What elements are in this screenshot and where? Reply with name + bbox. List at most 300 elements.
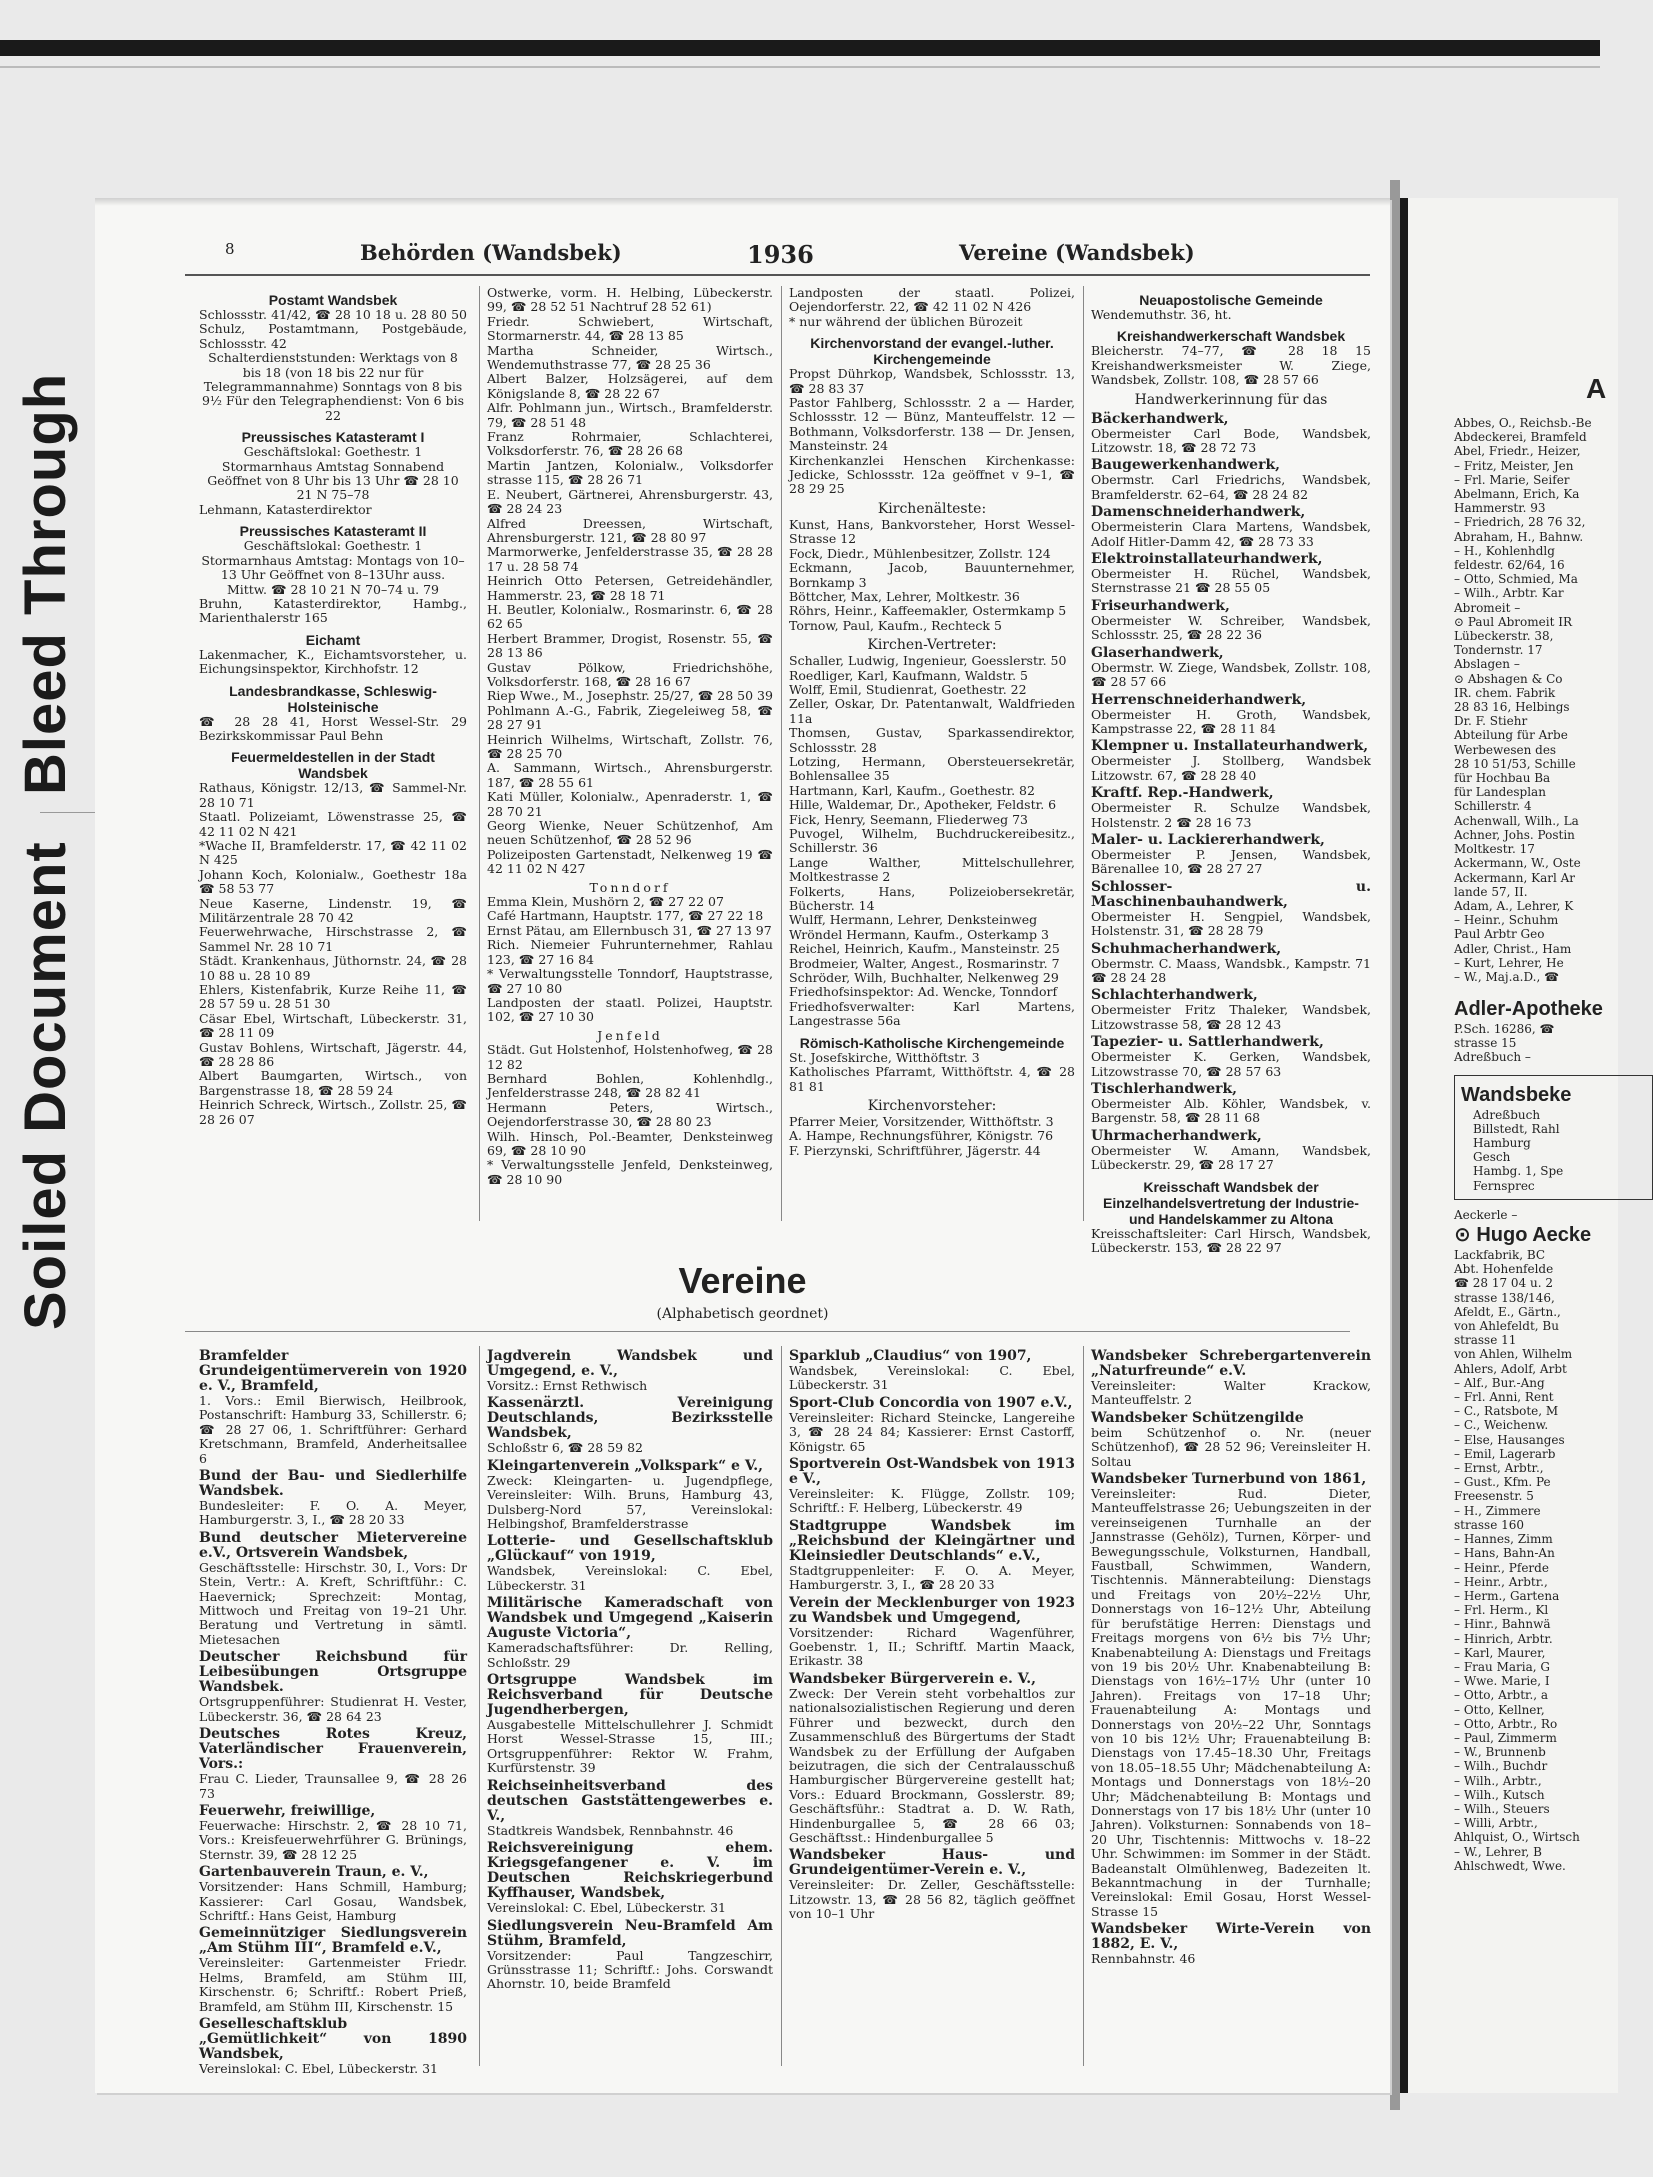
entry-text-centered: Schalterdienststunden: Werktags von 8 bis 18 (von 18 bis 22 nur für Telegrammannahme) Sonntags von 8 bis 9½ Für den Telegraphendienst: Von 6 bis 22 — [201, 350, 465, 423]
entry-text: Alfred Dreessen, Wirtschaft, Ahrensburgerstr. 121, ☎ 28 80 97 — [487, 515, 773, 545]
entry-text: Martha Schneider, Wirtsch., Wendemuthstrasse 77, ☎ 28 25 36 — [487, 342, 773, 373]
scan-top-line — [0, 66, 1600, 68]
associations-column-3 — [789, 1346, 1075, 2066]
entry-text: Lange Walther, Mittelschullehrer, Moltkestrasse 2 — [789, 854, 1075, 885]
entry-text: Lakenmacher, K., Eichamtsvorsteher, u. Eichungsinspektor, Kirchhofstr. 12 — [199, 646, 467, 677]
association-name: Deutsches Rotes Kreuz, Vaterländischer Frauenverein, Vors.: — [199, 1726, 467, 1773]
entry-text: Heinrich Schreck, Wirtsch., Zollstr. 25, ☎ 28 26 07 — [199, 1097, 467, 1127]
authorities-column-4 — [1091, 286, 1371, 1256]
entry-text: Friedhofsinspektor: Ad. Wencke, Tonndorf — [789, 984, 1058, 1000]
entry-text: Fock, Diedr., Mühlenbesitzer, Zollstr. 124 — [789, 545, 1051, 561]
entry-text: Schlossstr. 41/42, ☎ 28 10 18 u. 28 80 50 Schulz, Postamtmann, Postgebäude, Schlossstr. 42 — [199, 307, 467, 351]
entry-text: Obermeister H. Groth, Wandsbek, Kampstrasse 22, ☎ 28 11 84 — [1091, 706, 1371, 736]
facing-page-line: Schillerstr. 4 — [1454, 799, 1532, 814]
entry-text: Friedhofsverwalter: Karl Martens, Langestrasse 56a — [789, 998, 1075, 1029]
facing-page-line: – Otto, Arbtr., Ro — [1454, 1716, 1558, 1731]
entry-text: Städt. Krankenhaus, Jüthornstr. 24, ☎ 28 10 88 u. 28 10 89 — [199, 953, 467, 983]
facing-page-line: Abteilung für Arbe — [1454, 728, 1568, 743]
association-name: Jagdverein Wandsbek und Umgegend, e. V., — [487, 1348, 773, 1379]
entry-text: Café Hartmann, Hauptstr. 177, ☎ 27 22 18 — [487, 908, 764, 924]
association-name: Wandsbeker Haus- und Grundeigentümer-Verein e. V., — [789, 1847, 1075, 1879]
facing-page-line: 28 10 51/53, Schille — [1454, 756, 1576, 771]
facing-page-line: Abdeckerei, Bramfeld — [1454, 430, 1587, 445]
facing-page-line: – Paul, Zimmerm — [1454, 1730, 1557, 1745]
header-left-title: Behörden (Wandsbek) — [360, 240, 622, 265]
entry-text: Röhrs, Heinr., Kaffeemakler, Ostermkamp 5 — [789, 603, 1067, 619]
facing-page-line: für Hochbau Ba — [1454, 771, 1551, 786]
facing-page-line: – Emil, Lagerarb — [1454, 1446, 1556, 1461]
facing-page-line: – W., Lehrer, B — [1454, 1844, 1542, 1859]
facing-page-line: – H., Zimmere — [1454, 1503, 1541, 1518]
association-name: Verein der Mecklenburger von 1923 zu Wandsbek und Umgegend, — [789, 1594, 1075, 1626]
entry-text: Emma Klein, Mushörn 2, ☎ 27 22 07 — [487, 894, 724, 910]
facing-page-line: – Alf., Bur.-Ang — [1454, 1375, 1545, 1390]
association-name: Siedlungsverein Neu-Bramfeld Am Stühm, Bramfeld, — [487, 1917, 773, 1949]
entry-text: Obermeister H. Rüchel, Wandsbek, Sternstrasse 21 ☎ 28 55 05 — [1091, 566, 1371, 596]
entry-text: Schröder, Wilh, Buchhalter, Nelkenweg 29 — [789, 970, 1059, 986]
section-subtitle: (Alphabetisch geordnet) — [656, 1306, 829, 1322]
entry-text: Brodmeier, Walter, Angest., Rosmarinstr. 7 — [789, 955, 1060, 971]
trade-name: Kraftf. Rep.-Handwerk, — [1091, 785, 1274, 802]
entry-text: H. Beutler, Kolonialw., Rosmarinstr. 6, ☎ 28 62 65 — [487, 601, 773, 632]
facing-page-line: Hambg. 1, Spe — [1473, 1164, 1564, 1179]
facing-page-line: Werbewesen des — [1454, 742, 1557, 757]
facing-page-line: – Heinr., Pferde — [1454, 1560, 1549, 1575]
subheading: Kirchenvorsteher: — [867, 1097, 997, 1114]
entry-text: Obermstr. C. Maass, Wandsbk., Kampstr. 71 ☎ 28 24 28 — [1091, 955, 1371, 985]
column-divider — [1083, 1346, 1084, 2066]
association-name: Bund deutscher Mietervereine e.V., Ortsverein Wandsbek, — [199, 1529, 467, 1561]
entry-text: Hermann Peters, Wirtsch., Oejendorferstrasse 30, ☎ 28 80 23 — [487, 1099, 773, 1130]
facing-page-line: Ackermann, W., Oste — [1454, 856, 1581, 871]
entry-text: Pohlmann A.-G., Fabrik, Ziegeleiweg 58, ☎ 28 27 91 — [487, 702, 773, 733]
facing-page-line: – Wilh., Kutsch — [1454, 1787, 1545, 1802]
facing-page-line: – Frl. Marie, Seifer — [1454, 472, 1570, 487]
entry-text: Vorsitzender: Richard Wagenführer, Goebenstr. 1, II.; Schriftf. Martin Maack, Erikastr. 38 — [789, 1624, 1075, 1669]
facing-page-line: strasse 160 — [1454, 1517, 1525, 1532]
entry-text: Propst Dührkop, Wandsbek, Schlossstr. 13, ☎ 28 83 37 — [789, 366, 1075, 396]
entry-heading: Kirchenvorstand der evangel.-luther. Kirchengemeinde — [810, 335, 1054, 368]
entry-text: F. Pierzynski, Schriftführer, Jägerstr. 44 — [789, 1142, 1041, 1158]
entry-text: Gustav Pölkow, Friedrichshöhe, Volksdorferstr. 168, ☎ 28 16 67 — [487, 659, 773, 689]
facing-page-adler-block — [1454, 996, 1603, 1873]
entry-text: Vereinslokal: C. Ebel, Lübeckerstr. 31 — [199, 2060, 438, 2076]
hugo-aecke-heading: ⊙ Hugo Aecke — [1454, 1224, 1592, 1247]
entry-text: Obermstr. Carl Friedrichs, Wandsbek, Bramfelderstr. 62–64, ☎ 28 24 82 — [1091, 472, 1371, 502]
association-name: Sport-Club Concordia von 1907 e.V., — [789, 1394, 1073, 1411]
facing-page-line: – W., Brunnenb — [1454, 1745, 1546, 1760]
facing-page-line: – Else, Hausanges — [1454, 1432, 1565, 1447]
entry-text: Thomsen, Gustav, Sparkassendirektor, Schlossstr. 28 — [789, 725, 1075, 755]
section-title: Vereine — [678, 1260, 807, 1301]
facing-page-line: Dr. F. Stiehr — [1454, 714, 1528, 729]
entry-text: Staatl. Polizeiamt, Löwenstrasse 25, ☎ 42 11 02 N 421 — [199, 809, 467, 839]
facing-page-line: Ahlers, Adolf, Arbt — [1454, 1361, 1567, 1376]
entry-heading: Postamt Wandsbek — [268, 292, 398, 308]
trade-name: Klempner u. Installateurhandwerk, — [1091, 738, 1369, 755]
entry-text: Geschäftsstelle: Hirschstr. 30, I., Vors: Dr Stein, Vertr.: A. Kreft, Schriftführ.: C. Haevernick; Sprechzeit: Montag, Mittwoch und Freitag von 19–21 Uhr. Beratung und Vertretung in sämtl. Mietesachen — [199, 1559, 467, 1647]
section-rule — [185, 1331, 1350, 1332]
header-right-title: Vereine (Wandsbek) — [959, 240, 1195, 265]
entry-text: Frau C. Lieder, Traunsallee 9, ☎ 28 26 73 — [199, 1771, 467, 1801]
facing-page-line: Abt. Hohenfelde — [1454, 1262, 1554, 1277]
entry-text: ☎ 28 28 41, Horst Wessel-Str. 29 Bezirkskommissar Paul Behn — [199, 713, 467, 743]
column-divider — [1083, 286, 1084, 1221]
aeckerle-label: Aeckerle – — [1454, 1207, 1518, 1222]
entry-text-centered: Geschäftslokal: Goethestr. 1 Stormarnhaus Amtstag: Montags von 10–13 Uhr Geöffnet von 8–13Uhr auss. Mittw. ☎ 28 10 21 N 70–74 u. 79 — [201, 538, 465, 597]
entry-text: Bernhard Bohlen, Kohlenhdlg., Jenfelderstrasse 248, ☎ 28 82 41 — [487, 1070, 773, 1101]
association-name: Bramfelder Grundeigentümerverein von 1920 e. V., Bramfeld, — [199, 1348, 467, 1394]
header-rule — [185, 274, 1370, 276]
entry-text: Alfr. Pohlmann jun., Wirtsch., Bramfelderstr. 79, ☎ 28 51 48 — [487, 400, 773, 430]
facing-page-line: Hamburg — [1473, 1136, 1531, 1151]
entry-text: Landposten der staatl. Polizei, Hauptstr. 102, ☎ 27 10 30 — [487, 994, 773, 1025]
facing-page-line: Adam, A., Lehrer, K — [1454, 898, 1574, 913]
facing-page-line: Lübeckerstr. 38, — [1454, 629, 1554, 644]
place-heading: Tonndorf — [589, 879, 671, 895]
facing-page-line: von Ahlefeldt, Bu — [1454, 1319, 1559, 1334]
entry-text: Zweck: Kleingarten- u. Jugendpflege, Vereinsleiter: Wilh. Bruns, Hamburg 43, Dulsberg-Nord 57, Vereinslokal: Helbingshof, Bramfelderstrasse — [487, 1472, 773, 1532]
association-name: Deutscher Reichsbund für Leibesübungen Ortsgruppe Wandsbek. — [199, 1649, 467, 1696]
facing-page-line: – Otto, Arbtr., a — [1454, 1688, 1549, 1703]
facing-page-line: Adreßbuch – — [1454, 1050, 1531, 1065]
entry-text: Vorsitzender: Paul Tangzeschirr, Grünsstrasse 11; Schriftf.: Johs. Corswandt Ahornstr. 10, beide Bramfeld — [487, 1947, 773, 1992]
entry-heading: Neuapostolische Gemeinde — [1139, 292, 1323, 308]
entry-text: Folkerts, Hans, Polizeiobersekretär, Bücherstr. 14 — [789, 883, 1075, 914]
entry-text: Obermeister J. Stollberg, Wandsbek Litzowstr. 67, ☎ 28 28 40 — [1091, 753, 1371, 783]
facing-page-line: P.Sch. 16286, ☎ — [1454, 1022, 1555, 1036]
facing-page-line: – Wilh., Arbtr. Kar — [1454, 586, 1564, 601]
entry-text: Zeller, Oskar, Dr. Patentanwalt, Waldfrieden 11a — [789, 696, 1075, 726]
entry-heading: Römisch-Katholische Kirchengemeinde — [799, 1034, 1065, 1051]
document-page — [95, 198, 1390, 2093]
entry-text: Obermeister Alb. Köhler, Wandsbek, v. Bargenstr. 58, ☎ 28 11 68 — [1091, 1096, 1371, 1126]
bleed-through-label: Bleed Through — [13, 372, 78, 795]
page-header — [95, 240, 1390, 270]
column-divider — [781, 286, 782, 1221]
wandsbeke-ad-box — [1454, 1075, 1653, 1200]
entry-text: * Verwaltungsstelle Jenfeld, Denksteinweg, ☎ 28 10 90 — [487, 1157, 773, 1187]
facing-page-line: Paul Arbtr Geo — [1454, 927, 1545, 942]
entry-text: Wulff, Hermann, Lehrer, Denksteinweg — [789, 912, 1038, 928]
entry-text: Bundesleiter: F. O. A. Meyer, Hamburgerstr. 3, I., ☎ 28 20 33 — [199, 1498, 467, 1528]
facing-page-line: – Hans, Bahn-An — [1454, 1546, 1555, 1561]
associations-column-4 — [1091, 1346, 1371, 2066]
facing-page-line: ☎ 28 17 04 u. 2 — [1454, 1276, 1554, 1291]
associations-column-1 — [199, 1346, 467, 2076]
entry-text: Obermeister K. Gerken, Wandsbek, Litzowstrasse 70, ☎ 28 57 63 — [1091, 1049, 1371, 1079]
entry-text: Heinrich Otto Petersen, Getreidehändler, Hammerstr. 23, ☎ 28 18 71 — [487, 573, 773, 603]
facing-page-line: Ackermann, Karl Ar — [1454, 870, 1576, 885]
column-divider — [479, 1346, 480, 2066]
facing-page-line: – Hinrich, Arbtr. — [1454, 1631, 1553, 1646]
wandsbeke-heading: Wandsbeke — [1461, 1083, 1572, 1106]
facing-page-line: Achenwall, Wilh., La — [1454, 813, 1579, 828]
entry-text: Böttcher, Max, Lehrer, Moltkestr. 36 — [789, 588, 1020, 604]
facing-page-line: – Karl, Maurer, — [1454, 1645, 1546, 1660]
entry-text: * nur während der üblichen Bürozeit — [789, 313, 1023, 329]
facing-page-line: – Heinr., Arbtr., — [1454, 1574, 1548, 1589]
entry-text: Marmorwerke, Jenfelderstrasse 35, ☎ 28 28 17 u. 28 58 74 — [487, 544, 773, 574]
facing-page-line: Ahlschwedt, Wwe. — [1454, 1858, 1566, 1873]
facing-page-line: strasse 138/146, — [1454, 1290, 1555, 1305]
association-name: Wandsbeker Turnerbund von 1861, — [1091, 1471, 1367, 1488]
association-name: Gemeinnütziger Siedlungsverein „Am Stühm III“, Bramfeld e.V., — [199, 1925, 467, 1957]
entry-text: Neue Kaserne, Lindenstr. 19, ☎ Militärzentrale 28 70 42 — [199, 895, 467, 925]
facing-page-line: ⊙ Abshagen & Co — [1454, 671, 1563, 686]
facing-page-line: – Friedrich, 28 76 32, — [1454, 515, 1586, 530]
entry-text: Cäsar Ebel, Wirtschaft, Lübeckerstr. 31, ☎ 28 11 09 — [199, 1010, 467, 1041]
entry-text: Lehmann, Katasterdirektor — [199, 501, 372, 517]
association-name: Feuerwehr, freiwillige, — [199, 1802, 376, 1819]
facing-page-line: Tondernstr. 17 — [1454, 643, 1543, 658]
entry-text: Hille, Waldemar, Dr., Apotheker, Feldstr. 6 — [789, 797, 1057, 813]
entry-text: Reichel, Heinrich, Kaufm., Mansteinstr. 25 — [789, 941, 1060, 957]
facing-page-line: – Frl. Anni, Rent — [1454, 1390, 1554, 1405]
entry-heading: Landesbrandkasse, Schleswig-Holsteinische — [229, 682, 437, 715]
entry-text: Kunst, Hans, Bankvorsteher, Horst Wessel-Strasse 12 — [789, 516, 1075, 547]
facing-page-line: Gesch — [1473, 1150, 1511, 1165]
entry-text: Vorsitz.: Ernst Rethwisch — [487, 1378, 648, 1393]
entry-text: Stadtkreis Wandsbek, Rennbahnstr. 46 — [487, 1822, 734, 1838]
entry-text: Vereinslokal: C. Ebel, Lübeckerstr. 31 — [487, 1900, 726, 1916]
header-year: 1936 — [747, 240, 814, 269]
facing-page-line: – Fritz, Meister, Jen — [1454, 458, 1574, 473]
entry-text: Obermeister W. Amann, Wandsbek, Lübeckerstr. 29, ☎ 28 17 27 — [1091, 1142, 1371, 1173]
association-name: Stadtgruppe Wandsbek im „Reichsbund der Kleingärtner und Kleinsiedler Deutschlands“ e.V., — [789, 1517, 1075, 1564]
entry-heading: Feuermeldestellen in der Stadt Wandsbek — [231, 749, 435, 782]
facing-page-line: – Gust., Kfm. Pe — [1454, 1475, 1551, 1490]
facing-page-line: – Heinr., Schuhm — [1454, 913, 1559, 928]
entry-text: Rennbahnstr. 46 — [1091, 1951, 1196, 1967]
facing-page-line: IR. chem. Fabrik — [1454, 685, 1556, 700]
entry-text: 1. Vors.: Emil Bierwisch, Heilbrook, Postanschrift: Hamburg 33, Schillerstr. 6; ☎ 28 27 06, 1. Schriftführer: Gerhard Kretschmann, Bramfeld, Anderheitsallee 6 — [199, 1393, 467, 1466]
facing-page-line: – Wwe. Marie, I — [1454, 1674, 1550, 1689]
association-name: Wandsbeker Bürgerverein e. V., — [789, 1670, 1036, 1687]
association-name: Wandsbeker Wirte-Verein von 1882, E. V., — [1091, 1921, 1371, 1953]
facing-page-entries-1 — [1454, 416, 1592, 984]
facing-page-line: – Frau Maria, G — [1454, 1659, 1550, 1674]
association-name: Ortsgruppe Wandsbek im Reichsverband für Deutsche Jugendherbergen, — [487, 1672, 773, 1719]
facing-page-line: Afeldt, E., Gärtn., — [1454, 1304, 1561, 1319]
column-divider — [781, 1346, 782, 2066]
facing-page-line: Billstedt, Rahl — [1473, 1121, 1560, 1136]
entry-text: Obermeister P. Jensen, Wandsbek, Bärenallee 10, ☎ 28 27 27 — [1091, 846, 1371, 877]
entry-text: A. Sammann, Wirtsch., Ahrensburgerstr. 187, ☎ 28 55 61 — [487, 760, 773, 790]
facing-page-line: Achner, Johs. Postin — [1454, 827, 1575, 842]
entry-text: Ehlers, Kistenfabrik, Kurze Reihe 11, ☎ 28 57 59 u. 28 51 30 — [199, 982, 467, 1012]
entry-text: Obermeister R. Schulze Wandsbek, Holstenstr. 2 ☎ 28 16 73 — [1091, 800, 1371, 830]
association-name: Militärische Kameradschaft von Wandsbek und Umgegend „Kaiserin Auguste Victoria“, — [487, 1595, 773, 1642]
soiled-document-label: Soiled Document — [13, 841, 78, 1330]
facing-page-line: strasse 11 — [1454, 1333, 1517, 1348]
facing-page-line: Moltkestr. 17 — [1454, 842, 1535, 857]
subheading: Handwerkerinnung für das — [1134, 391, 1328, 408]
entry-text: Wandsbek, Vereinslokal: C. Ebel, Lübeckerstr. 31 — [487, 1563, 773, 1593]
association-name: Lotterie- und Gesellschaftsklub „Glückauf“ von 1919, — [487, 1533, 773, 1565]
trade-name: Uhrmacherhandwerk, — [1091, 1127, 1262, 1144]
entry-text: Landposten der staatl. Polizei, Oejendorferstr. 22, ☎ 42 11 02 N 426 — [789, 285, 1075, 315]
trade-name: Glaserhandwerk, — [1091, 644, 1224, 661]
trade-name: Bäckerhandwerk, — [1091, 410, 1229, 427]
entry-text: Wendemuthstr. 36, ht. — [1091, 307, 1232, 322]
entry-text: Vereinsleiter: K. Flügge, Zollstr. 109; Schriftf.: F. Helberg, Lübeckerstr. 49 — [789, 1486, 1075, 1516]
entry-heading: Preussisches Katasteramt I — [241, 429, 425, 446]
entry-text: Tornow, Paul, Kaufm., Rechteck 5 — [789, 617, 1002, 633]
association-name: Geselleschaftsklub „Gemütlichkeit“ von 1890 Wandsbek, — [199, 2015, 467, 2062]
entry-text: A. Hampe, Rechnungsführer, Königstr. 76 — [789, 1128, 1054, 1144]
entry-text: Katholisches Pfarramt, Witthöftstr. 4, ☎ 28 81 81 — [789, 1064, 1075, 1094]
facing-page-line: – W., Maj.a.D., ☎ — [1454, 969, 1560, 984]
entry-text: Pastor Fahlberg, Schlossstr. 2 a — Harder, Schlossstr. 12 — Bünz, Manteuffelstr. 12 — Bothmann, Volksdorferstr. 138 — Dr. Jensen, Mansteinstr. 24 — [789, 395, 1075, 454]
trade-name: Elektroinstallateurhandwerk, — [1091, 551, 1323, 568]
entry-text: Franz Rohrmaier, Schlachterei, Volksdorferstr. 76, ☎ 28 26 68 — [487, 429, 773, 459]
entry-text: Johann Koch, Kolonialw., Goethestr 18a ☎ 58 53 77 — [199, 866, 467, 897]
trade-name: Maler- u. Lackiererhandwerk, — [1091, 831, 1325, 848]
facing-page-line: strasse 15 — [1454, 1036, 1517, 1051]
label-separator — [40, 812, 100, 813]
entry-text: Städt. Gut Holstenhof, Holstenhofweg, ☎ 28 12 82 — [487, 1042, 773, 1072]
trade-name: Tapezier- u. Sattlerhandwerk, — [1091, 1034, 1324, 1051]
entry-text: Albert Baumgarten, Wirtsch., von Bargenstrasse 18, ☎ 28 59 24 — [199, 1068, 467, 1098]
entry-text: Obermeisterin Clara Martens, Wandsbek, Adolf Hitler-Damm 42, ☎ 28 73 33 — [1091, 519, 1371, 549]
facing-page-line: Abel, Friedr., Heizer, — [1454, 444, 1581, 459]
entry-text: Rathaus, Königstr. 12/13, ☎ Sammel-Nr. 28 10 71 — [199, 780, 467, 810]
association-name: Sportverein Ost-Wandsbek von 1913 e V., — [789, 1456, 1075, 1488]
entry-text: Schaller, Ludwig, Ingenieur, Goesslerstr. 50 — [789, 653, 1067, 669]
entry-text: Wilh. Hinsch, Pol.-Beamter, Denksteinweg 69, ☎ 28 10 90 — [487, 1128, 773, 1158]
scan-top-bar — [0, 40, 1600, 56]
facing-page-line: – C., Ratsbote, M — [1454, 1404, 1559, 1419]
entry-text: Heinrich Wilhelms, Wirtschaft, Zollstr. 76, ☎ 28 25 70 — [487, 731, 773, 761]
entry-text: Martin Jantzen, Kolonialw., Volksdorfer strasse 115, ☎ 28 26 71 — [487, 457, 773, 488]
entry-text: Wolff, Emil, Studienrat, Goethestr. 22 — [789, 681, 1027, 697]
facing-page-line: – Hannes, Zimm — [1454, 1532, 1553, 1547]
entry-text: St. Josefskirche, Witthöftstr. 3 — [789, 1049, 980, 1065]
trade-name: Damenschneiderhandwerk, — [1091, 504, 1306, 521]
facing-page-line: – Wilh., Arbtr., — [1454, 1773, 1542, 1788]
entry-text: Puvogel, Wilhelm, Buchdruckereibesitz., Schillerstr. 36 — [789, 826, 1075, 856]
entry-text: Georg Wienke, Neuer Schützenhof, Am neuen Schützenhof, ☎ 28 52 96 — [487, 818, 773, 848]
facing-page-line: – Herm., Gartena — [1454, 1588, 1560, 1603]
association-name: Sparklub „Claudius“ von 1907, — [789, 1348, 1032, 1364]
entry-text: Ortsgruppenführer: Studienrat H. Vester, Lübeckerstr. 36, ☎ 28 64 23 — [199, 1694, 467, 1724]
entry-text: Obermeister Carl Bode, Wandsbek, Litzowstr. 18, ☎ 28 72 73 — [1091, 425, 1371, 456]
association-name: Reichsvereinigung ehem. Kriegsgefangener e. V. im Deutschen Reichskriegerbund Kyffhauser, Wandsbek, — [487, 1840, 773, 1902]
trade-name: Tischlerhandwerk, — [1091, 1081, 1238, 1097]
authorities-column-1 — [199, 286, 467, 1216]
facing-page-line: – C., Weichenw. — [1454, 1418, 1549, 1433]
entry-text: Vereinsleiter: Rud. Dieter, Manteuffelstrasse 26; Uebungszeiten in der vereinseigenen Turnhalle an der Jannstrasse (Gehölz), Turnen, Körper- und Bewegungsschule, Volksturnen, Handball, Faustball, Schwimmen, Wandern, Tischtennis. Männerabteilung: Dienstags und Freitags von 20½–22½ Uhr, Donnerstags von 16–12½ Uhr, Abteilung für berufstätige Herren: Dienstags und Freitags morgens von 6½ bis 7½ Uhr; Knabenabteilung A: Dienstags und Freitags von 19 bis 20½ Uhr. Knabenabteilung B: Dienstags von 16½–17½ Uhr (unter 10 Jahren). Freitags von 17–18 Uhr; Frauenabteilung A: Montags und Donnerstags von 20½–22 Uhr, Sonntags von 10 bis 12½ Uhr; Frauenabteilung B: Dienstags von 17.45–18.30 Uhr, Freitags von 18.05–18.55 Uhr; Mädchenabteilung A: Montags und Donnerstags von 18½–20 Uhr; Mädchenabteilung B: Montags und Donnerstags von 17 bis 18½ Uhr (unter 10 Jahren). Volksturnen: Sonnabends von 18–20 Uhr, Tischtennis: Mittwochs v. 18–22 Uhr. Schwimmen: im Sommer in der Städt. Badeanstalt Olmühlenweg, Badezeiten lt. Bekanntmachung in der Turnhalle; Vereinslokal: Emil Gosau, Horst Wessel-Strasse 15 — [1091, 1486, 1371, 1919]
entry-text: Kreisschaftsleiter: Carl Hirsch, Wandsbek, Lübeckerstr. 153, ☎ 28 22 97 — [1091, 1225, 1371, 1256]
association-name: Wandsbeker Schützengilde — [1091, 1409, 1304, 1426]
associations-column-2 — [487, 1346, 773, 2066]
entry-text: Obermstr. W. Ziege, Wandsbek, Zollstr. 108, ☎ 28 57 66 — [1091, 659, 1371, 690]
place-heading: Jenfeld — [597, 1027, 663, 1043]
facing-page-line: – Hinr., Bahnwä — [1454, 1617, 1551, 1632]
facing-page-line: – Frl. Herm., Kl — [1454, 1603, 1549, 1618]
facing-page-line: 28 83 16, Helbings — [1454, 700, 1570, 715]
entry-text: Fick, Henry, Seemann, Fliederweg 73 — [789, 811, 1028, 827]
entry-text: beim Schützenhof o. Nr. (neuer Schützenhof), ☎ 28 52 96; Vereinsleiter H. Soltau — [1091, 1424, 1371, 1469]
entry-text: Obermeister H. Sengpiel, Wandsbek, Holstenstr. 31, ☎ 28 28 79 — [1091, 908, 1371, 939]
facing-page-line: ⊙ Paul Abromeit IR — [1454, 614, 1572, 629]
entry-text: Vereinsleiter: Gartenmeister Friedr. Helms, Bramfeld, am Stühm III, Kirschenstr. 6; Schriftf.: Robert Prieß, Bramfeld, am Stühm III, Kirschenstr. 15 — [199, 1955, 467, 2014]
entry-text: Gustav Bohlens, Wirtschaft, Jägerstr. 44, ☎ 28 28 86 — [199, 1039, 467, 1070]
adler-apotheke-heading: Adler-Apotheke — [1454, 998, 1603, 1020]
entry-heading: Preussisches Katasteramt II — [239, 523, 427, 540]
facing-page-line: – Otto, Schmied, Ma — [1454, 572, 1578, 587]
facing-page-line: Adler, Christ., Ham — [1454, 941, 1572, 956]
entry-heading: Kreishandwerkerschaft Wandsbek — [1116, 328, 1346, 345]
trade-name: Herrenschneiderhandwerk, — [1091, 691, 1307, 708]
facing-page-letter: A — [1586, 373, 1607, 404]
trade-name: Friseurhandwerk, — [1091, 597, 1230, 614]
entry-text: Ostwerke, vorm. H. Helbing, Lübeckerstr. 99, ☎ 28 52 51 Nachtruf 28 52 61) — [487, 285, 773, 315]
entry-text: Hartmann, Karl, Kaufm., Goethestr. 82 — [789, 782, 1035, 798]
entry-text: Rich. Niemeier Fuhrunternehmer, Rahlau 123, ☎ 27 16 84 — [487, 937, 773, 967]
entry-text: Wröndel Hermann, Kaufm., Osterkamp 3 — [789, 926, 1049, 942]
trade-name: Schuhmacherhandwerk, — [1091, 940, 1282, 957]
subheading: Kirchen-Vertreter: — [867, 637, 997, 654]
entry-text: Feuerwehrwache, Hirschstrasse 2, ☎ Sammel Nr. 28 10 71 — [199, 924, 467, 954]
page-top-shade — [95, 198, 1390, 206]
entry-text: Wandsbek, Vereinslokal: C. Ebel, Lübeckerstr. 31 — [789, 1363, 1075, 1393]
association-name: Kleingartenverein „Volkspark“ e V., — [487, 1457, 763, 1474]
authorities-column-2 — [487, 286, 773, 1216]
association-name: Kassenärztl. Vereinigung Deutschlands, Bezirksstelle Wandsbek, — [487, 1395, 773, 1442]
facing-page-line: Abbes, O., Reichsb.-Be — [1454, 416, 1592, 430]
entry-text: Obermeister W. Schreiber, Wandsbek, Schlossstr. 25, ☎ 28 22 36 — [1091, 612, 1371, 643]
authorities-column-3 — [789, 286, 1075, 1216]
facing-page-line: – Ernst, Arbtr., — [1454, 1461, 1544, 1476]
entry-text: Vereinsleiter: Dr. Zeller, Geschäftsstelle: Litzowstr. 13, ☎ 28 56 82, täglich geöffnet von 10–1 Uhr — [789, 1877, 1075, 1922]
entry-text: Vorsitzender: Hans Schmill, Hamburg; Kassierer: Carl Gosau, Wandsbek, Schriftf.: Hans Geist, Hamburg — [199, 1879, 467, 1923]
entry-text: Polizeiposten Gartenstadt, Nelkenweg 19 ☎ 42 11 02 N 427 — [487, 846, 773, 877]
trade-name: Schlachterhandwerk, — [1091, 987, 1258, 1004]
facing-page-line: – H., Kohlenhdlg — [1454, 543, 1555, 558]
association-name: Gartenbauverein Traun, e. V., — [199, 1864, 429, 1881]
facing-page-line: Abraham, H., Bahnw. — [1454, 529, 1584, 544]
facing-page-line: – Kurt, Lehrer, He — [1454, 955, 1564, 970]
entry-text: Herbert Brammer, Drogist, Rosenstr. 55, ☎ 28 13 86 — [487, 630, 773, 661]
facing-page-line: feldestr. 62/64, 16 — [1454, 558, 1565, 573]
entry-text: Roedliger, Karl, Kaufmann, Waldstr. 5 — [789, 667, 1028, 683]
entry-text: E. Neubert, Gärtnerei, Ahrensburgerstr. 43, ☎ 28 24 23 — [487, 486, 773, 517]
association-name: Reichseinheitsverband des deutschen Gaststättengewerbes e. V., — [487, 1777, 773, 1824]
facing-page-line: – Wilh., Steuers — [1454, 1801, 1550, 1816]
column-divider — [479, 286, 480, 1221]
entry-text: Riep Wwe., M., Josephstr. 25/27, ☎ 28 50 39 — [487, 688, 773, 704]
entry-text: Zweck: Der Verein steht vorbehaltlos zur nationalsozialistischen Regierung und deren Führer und bezweckt, durch den Zusammenschluß des Bürgertums der Stadt Wandsbek zu der Erfüllung der Aufgaben beizutragen, die sich der Centralausschuß Hamburgischer Bürgervereine gestellt hat; Vors.: Eduard Brockmann, Gosslerstr. 89; Geschäftsführ.: Stadtrat a. D. W. Rath, Hindenburgallee 5, ☎ 28 66 03; Geschäftsst.: Hindenburgallee 5 — [789, 1685, 1075, 1845]
entry-text: Lotzing, Hermann, Obersteuersekretär, Bohlensallee 35 — [789, 753, 1075, 784]
trade-name: Schlosser- u. Maschinenbauhandwerk, — [1091, 878, 1371, 910]
facing-page-line: Ahlquist, O., Wirtsch — [1454, 1830, 1580, 1845]
entry-text: Albert Balzer, Holzsägerei, auf dem Königslande 8, ☎ 28 22 67 — [487, 371, 773, 401]
association-name: Bund der Bau- und Siedlerhilfe Wandsbek. — [199, 1468, 467, 1500]
entry-text: Friedr. Schwiebert, Wirtschaft, Stormarnerstr. 44, ☎ 28 13 85 — [487, 313, 773, 344]
facing-page-line: Freesenstr. 5 — [1454, 1489, 1534, 1504]
entry-text: Eckmann, Jacob, Bauunternehmer, Bornkamp 3 — [789, 560, 1075, 590]
facing-page-line: – Otto, Kellner, — [1454, 1702, 1545, 1717]
facing-page-line: Adreßbuch — [1473, 1107, 1541, 1122]
entry-text: Schloßstr 6, ☎ 28 59 82 — [487, 1440, 643, 1456]
trade-name: Baugewerkenhandwerk, — [1091, 457, 1281, 474]
page-gutter — [1390, 180, 1400, 2110]
entry-heading: Eichamt — [305, 631, 361, 648]
entry-text: Vereinsleiter: Walter Krackow, Manteuffelstr. 2 — [1091, 1378, 1371, 1408]
entry-text: Ausgabestelle Mittelschullehrer J. Schmidt Horst Wessel-Strasse 15, III.; Ortsgruppenführer: Rektor W. Frahm, Kurfürstenstr. 39 — [487, 1717, 773, 1776]
